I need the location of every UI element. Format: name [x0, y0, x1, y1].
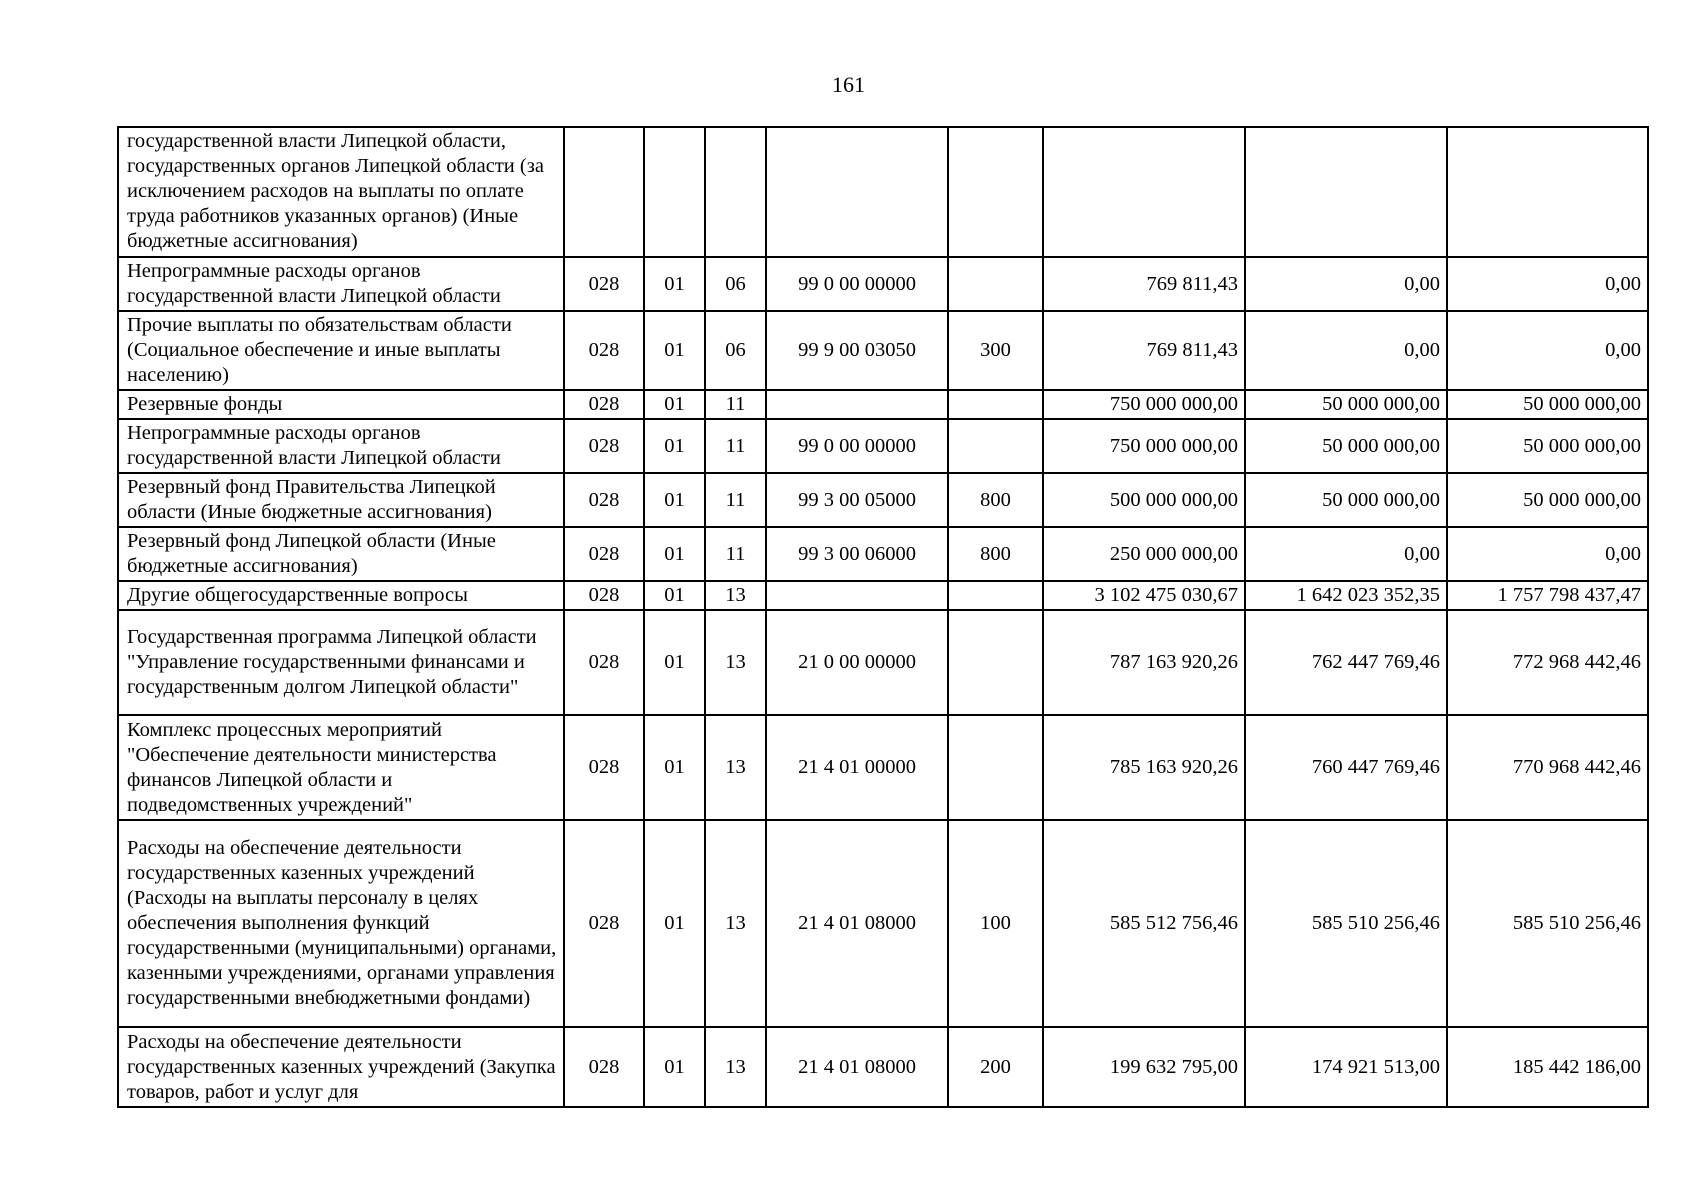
admin-code-cell: 028 [564, 581, 644, 610]
budget-table [117, 126, 1649, 1108]
target-code-cell: 21 4 01 08000 [766, 1027, 948, 1107]
amount-year1-cell: 3 102 475 030,67 [1043, 581, 1245, 610]
table-body [118, 127, 1648, 1107]
subsection-code-cell: 11 [705, 473, 766, 527]
subsection-code-cell: 06 [705, 311, 766, 390]
amount-year3-cell: 185 442 186,00 [1447, 1027, 1648, 1107]
admin-code-cell: 028 [564, 257, 644, 311]
amount-year3-cell [1447, 127, 1648, 257]
table-row [118, 473, 1648, 527]
admin-code-cell: 028 [564, 1027, 644, 1107]
expense-type-cell [948, 581, 1043, 610]
amount-year2-cell: 0,00 [1245, 311, 1447, 390]
admin-code-cell: 028 [564, 610, 644, 715]
row-name-cell: Комплекс процессных мероприятий "Обеспечение деятельности министерства финансов Липецкой области и подведомственных учреждений" [118, 715, 564, 820]
section-code-cell: 01 [644, 610, 705, 715]
target-code-cell [766, 127, 948, 257]
expense-type-cell: 300 [948, 311, 1043, 390]
target-code-cell: 99 0 00 00000 [766, 257, 948, 311]
amount-year2-cell: 760 447 769,46 [1245, 715, 1447, 820]
amount-year1-cell: 785 163 920,26 [1043, 715, 1245, 820]
section-code-cell: 01 [644, 820, 705, 1027]
amount-year1-cell: 769 811,43 [1043, 311, 1245, 390]
row-name-cell: Резервный фонд Правительства Липецкой области (Иные бюджетные ассигнования) [118, 473, 564, 527]
expense-type-cell [948, 257, 1043, 311]
subsection-code-cell: 06 [705, 257, 766, 311]
row-name-cell: Другие общегосударственные вопросы [118, 581, 564, 610]
expense-type-cell: 800 [948, 527, 1043, 581]
table-row [118, 390, 1648, 419]
amount-year2-cell: 174 921 513,00 [1245, 1027, 1447, 1107]
table-row [118, 257, 1648, 311]
amount-year3-cell: 0,00 [1447, 257, 1648, 311]
amount-year2-cell: 1 642 023 352,35 [1245, 581, 1447, 610]
expense-type-cell [948, 715, 1043, 820]
row-name-cell: Непрограммные расходы органов государственной власти Липецкой области [118, 257, 564, 311]
admin-code-cell: 028 [564, 715, 644, 820]
section-code-cell: 01 [644, 715, 705, 820]
section-code-cell: 01 [644, 311, 705, 390]
section-code-cell: 01 [644, 390, 705, 419]
admin-code-cell: 028 [564, 527, 644, 581]
amount-year1-cell: 787 163 920,26 [1043, 610, 1245, 715]
amount-year3-cell: 50 000 000,00 [1447, 390, 1648, 419]
admin-code-cell: 028 [564, 390, 644, 419]
admin-code-cell: 028 [564, 419, 644, 473]
row-name-cell: Государственная программа Липецкой области "Управление государственными финансами и государственным долгом Липецкой области" [118, 610, 564, 715]
expense-type-cell: 100 [948, 820, 1043, 1027]
table-row [118, 610, 1648, 715]
amount-year2-cell: 0,00 [1245, 257, 1447, 311]
table-row [118, 527, 1648, 581]
subsection-code-cell: 11 [705, 390, 766, 419]
amount-year2-cell: 50 000 000,00 [1245, 419, 1447, 473]
subsection-code-cell: 11 [705, 527, 766, 581]
admin-code-cell: 028 [564, 820, 644, 1027]
table-row [118, 127, 1648, 257]
row-name-cell: Расходы на обеспечение деятельности государственных казенных учреждений (Закупка товаров, работ и услуг для [118, 1027, 564, 1107]
section-code-cell: 01 [644, 473, 705, 527]
table-row [118, 311, 1648, 390]
amount-year3-cell: 0,00 [1447, 527, 1648, 581]
amount-year3-cell: 50 000 000,00 [1447, 419, 1648, 473]
expense-type-cell: 200 [948, 1027, 1043, 1107]
subsection-code-cell: 13 [705, 1027, 766, 1107]
target-code-cell: 99 3 00 06000 [766, 527, 948, 581]
amount-year3-cell: 585 510 256,46 [1447, 820, 1648, 1027]
amount-year3-cell: 770 968 442,46 [1447, 715, 1648, 820]
section-code-cell: 01 [644, 257, 705, 311]
amount-year1-cell: 750 000 000,00 [1043, 419, 1245, 473]
amount-year1-cell: 585 512 756,46 [1043, 820, 1245, 1027]
amount-year3-cell: 0,00 [1447, 311, 1648, 390]
target-code-cell: 21 4 01 00000 [766, 715, 948, 820]
subsection-code-cell: 13 [705, 820, 766, 1027]
amount-year1-cell: 500 000 000,00 [1043, 473, 1245, 527]
target-code-cell: 21 4 01 08000 [766, 820, 948, 1027]
expense-type-cell [948, 390, 1043, 419]
amount-year2-cell: 0,00 [1245, 527, 1447, 581]
subsection-code-cell: 11 [705, 419, 766, 473]
amount-year2-cell: 50 000 000,00 [1245, 473, 1447, 527]
expense-type-cell [948, 610, 1043, 715]
row-name-cell: Резервные фонды [118, 390, 564, 419]
amount-year3-cell: 1 757 798 437,47 [1447, 581, 1648, 610]
amount-year1-cell: 750 000 000,00 [1043, 390, 1245, 419]
table-row [118, 581, 1648, 610]
section-code-cell: 01 [644, 581, 705, 610]
target-code-cell [766, 390, 948, 419]
row-name-cell: государственной власти Липецкой области, государственных органов Липецкой области (за исключением расходов на выплаты по оплате труда работников указанных органов) (Иные бюджетные ассигнования) [118, 127, 564, 257]
amount-year2-cell: 50 000 000,00 [1245, 390, 1447, 419]
target-code-cell: 99 9 00 03050 [766, 311, 948, 390]
table-row [118, 820, 1648, 1027]
admin-code-cell [564, 127, 644, 257]
amount-year2-cell: 585 510 256,46 [1245, 820, 1447, 1027]
table-row [118, 715, 1648, 820]
target-code-cell [766, 581, 948, 610]
amount-year3-cell: 772 968 442,46 [1447, 610, 1648, 715]
section-code-cell: 01 [644, 1027, 705, 1107]
amount-year3-cell: 50 000 000,00 [1447, 473, 1648, 527]
target-code-cell: 99 0 00 00000 [766, 419, 948, 473]
admin-code-cell: 028 [564, 311, 644, 390]
expense-type-cell: 800 [948, 473, 1043, 527]
table-row [118, 419, 1648, 473]
amount-year2-cell [1245, 127, 1447, 257]
section-code-cell: 01 [644, 527, 705, 581]
section-code-cell: 01 [644, 419, 705, 473]
row-name-cell: Непрограммные расходы органов государственной власти Липецкой области [118, 419, 564, 473]
subsection-code-cell: 13 [705, 610, 766, 715]
table-row [118, 1027, 1648, 1107]
amount-year1-cell: 250 000 000,00 [1043, 527, 1245, 581]
amount-year1-cell: 199 632 795,00 [1043, 1027, 1245, 1107]
subsection-code-cell [705, 127, 766, 257]
amount-year2-cell: 762 447 769,46 [1245, 610, 1447, 715]
amount-year1-cell [1043, 127, 1245, 257]
amount-year1-cell: 769 811,43 [1043, 257, 1245, 311]
section-code-cell [644, 127, 705, 257]
expense-type-cell [948, 419, 1043, 473]
admin-code-cell: 028 [564, 473, 644, 527]
row-name-cell: Расходы на обеспечение деятельности государственных казенных учреждений (Расходы на выплаты персоналу в целях обеспечения выполнения функций государственными (муниципальными) органами, казенными учреждениями, органами управления государственными внебюджетными фондами) [118, 820, 564, 1027]
subsection-code-cell: 13 [705, 581, 766, 610]
page-number: 161 [832, 72, 865, 97]
subsection-code-cell: 13 [705, 715, 766, 820]
target-code-cell: 99 3 00 05000 [766, 473, 948, 527]
row-name-cell: Резервный фонд Липецкой области (Иные бюджетные ассигнования) [118, 527, 564, 581]
expense-type-cell [948, 127, 1043, 257]
target-code-cell: 21 0 00 00000 [766, 610, 948, 715]
row-name-cell: Прочие выплаты по обязательствам области (Социальное обеспечение и иные выплаты населению) [118, 311, 564, 390]
